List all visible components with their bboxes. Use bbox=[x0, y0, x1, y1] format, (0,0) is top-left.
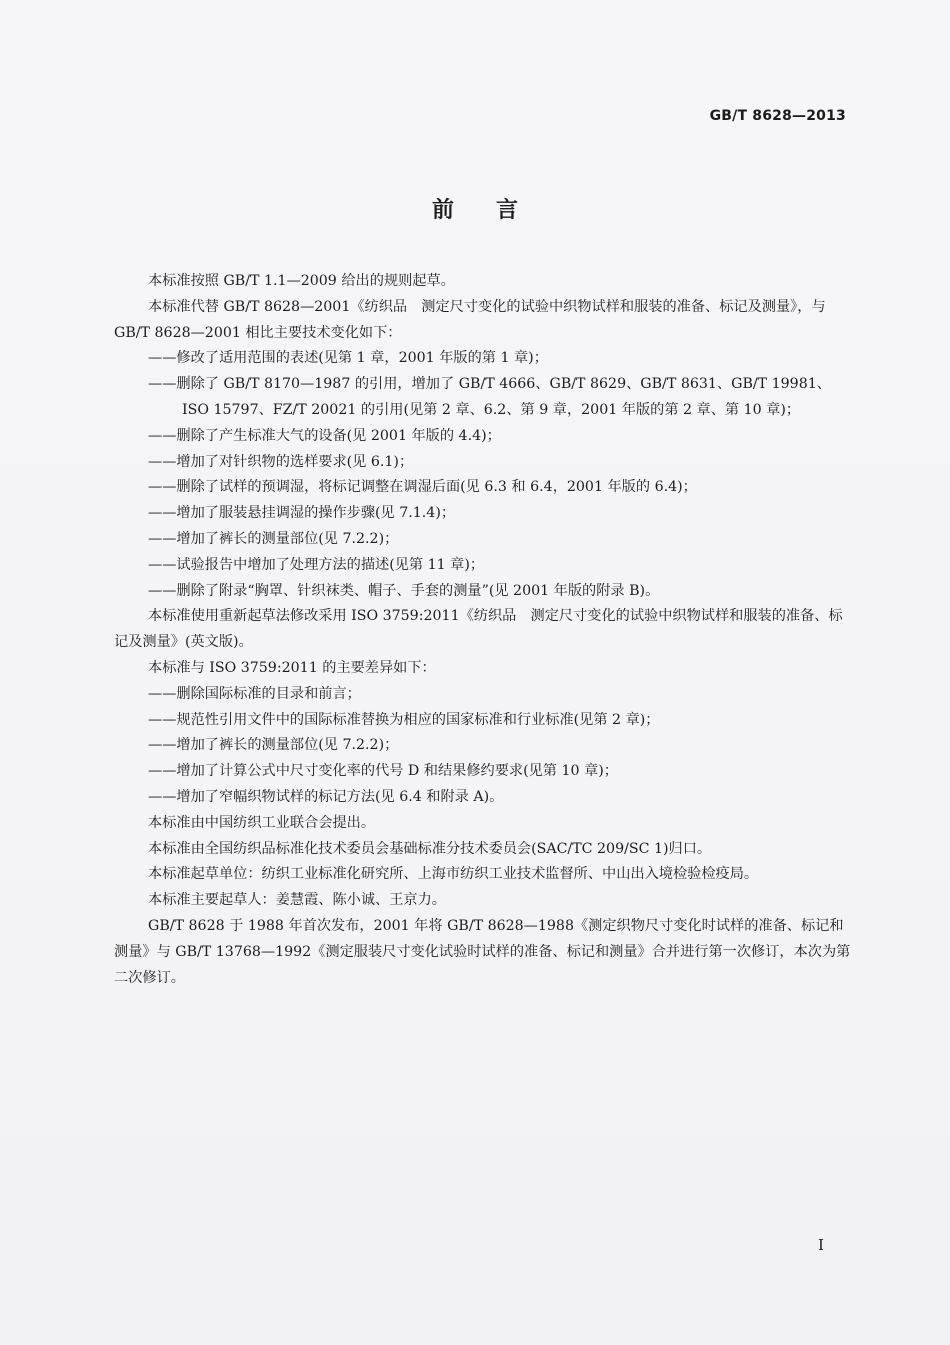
page-number: I bbox=[818, 1236, 824, 1254]
differences-list bbox=[114, 682, 852, 811]
paragraph: 本标准主要起草人：姜慧霞、陈小诚、王京力。 bbox=[148, 892, 446, 909]
paragraph: GB/T 8628 于 1988 年首次发布，2001 年将 GB/T 8628—1988《测定织物尺寸变化时试样的准备、标记和测量》与 GB/T 13768—1992《测定服装尺寸变化试验时试样的准备、标记和测量》合并进行第一次修订，本次为第二次修订。 bbox=[114, 917, 851, 986]
list-item: ——增加了服装悬挂调湿的操作步骤(见 7.1.4)； bbox=[148, 505, 456, 522]
list-item: ——增加了对针织物的选样要求(见 6.1)； bbox=[148, 453, 414, 470]
changes-list bbox=[114, 346, 852, 604]
paragraph: 本标准与 ISO 3759:2011 的主要差异如下： bbox=[148, 659, 436, 676]
paragraph: 本标准由中国纺织工业联合会提出。 bbox=[148, 814, 376, 831]
list-item bbox=[114, 372, 852, 424]
paragraph: 本标准代替 GB/T 8628—2001《纺织品 测定尺寸变化的试验中织物试样和服装的准备、标记及测量》，与 GB/T 8628—2001 相比主要技术变化如下： bbox=[114, 298, 826, 341]
list-item: ——删除了产生标准大气的设备(见 2001 年版的 4.4)； bbox=[148, 427, 501, 444]
list-item: ——规范性引用文件中的国际标准替换为相应的国家标准和行业标准(见第 2 章)； bbox=[148, 711, 660, 728]
paragraph: 本标准由全国纺织品标准化技术委员会基础标准分技术委员会(SAC/TC 209/SC 1)归口。 bbox=[148, 840, 712, 857]
paragraph: 本标准按照 GB/T 1.1—2009 给出的规则起草。 bbox=[148, 273, 455, 289]
list-item: ——修改了适用范围的表述(见第 1 章，2001 年版的第 1 章)； bbox=[148, 350, 548, 367]
standard-code: GB/T 8628—2013 bbox=[709, 108, 846, 124]
list-item: ——删除了试样的预调湿，将标记调整在调湿后面(见 6.3 和 6.4，2001 年版的 6.4)； bbox=[148, 479, 697, 496]
list-item-continuation: ISO 15797、FZ/T 20021 的引用(见第 2 章、6.2、第 9 章，2001 年版的第 2 章、第 10 章)； bbox=[182, 401, 801, 418]
paragraph: 本标准起草单位：纺织工业标准化研究所、上海市纺织工业技术监督所、中山出入境检验检疫局。 bbox=[148, 866, 759, 883]
list-item: ——删除国际标准的目录和前言； bbox=[148, 685, 361, 702]
foreword-body bbox=[114, 269, 852, 991]
page-title: 前言 bbox=[431, 198, 560, 223]
paragraph: 本标准使用重新起草法修改采用 ISO 3759:2011《纺织品 测定尺寸变化的试验中织物试样和服装的准备、标记及测量》(英文版)。 bbox=[114, 608, 843, 651]
list-item: ——增加了窄幅织物试样的标记方法(见 6.4 和附录 A)。 bbox=[148, 788, 504, 805]
list-item: ——增加了裤长的测量部位(见 7.2.2)； bbox=[148, 737, 399, 754]
list-item: ——增加了裤长的测量部位(见 7.2.2)； bbox=[148, 530, 399, 547]
list-item-text: ——删除了 GB/T 8170—1987 的引用，增加了 GB/T 4666、GB/T 8629、GB/T 8631、GB/T 19981、 bbox=[148, 376, 831, 393]
list-item: ——删除了附录“胸罩、针织袜类、帽子、手套的测量”(见 2001 年版的附录 B)。 bbox=[148, 582, 660, 599]
list-item: ——增加了计算公式中尺寸变化率的代号 D 和结果修约要求(见第 10 章)； bbox=[148, 763, 618, 780]
list-item: ——试验报告中增加了处理方法的描述(见第 11 章)； bbox=[148, 556, 485, 573]
